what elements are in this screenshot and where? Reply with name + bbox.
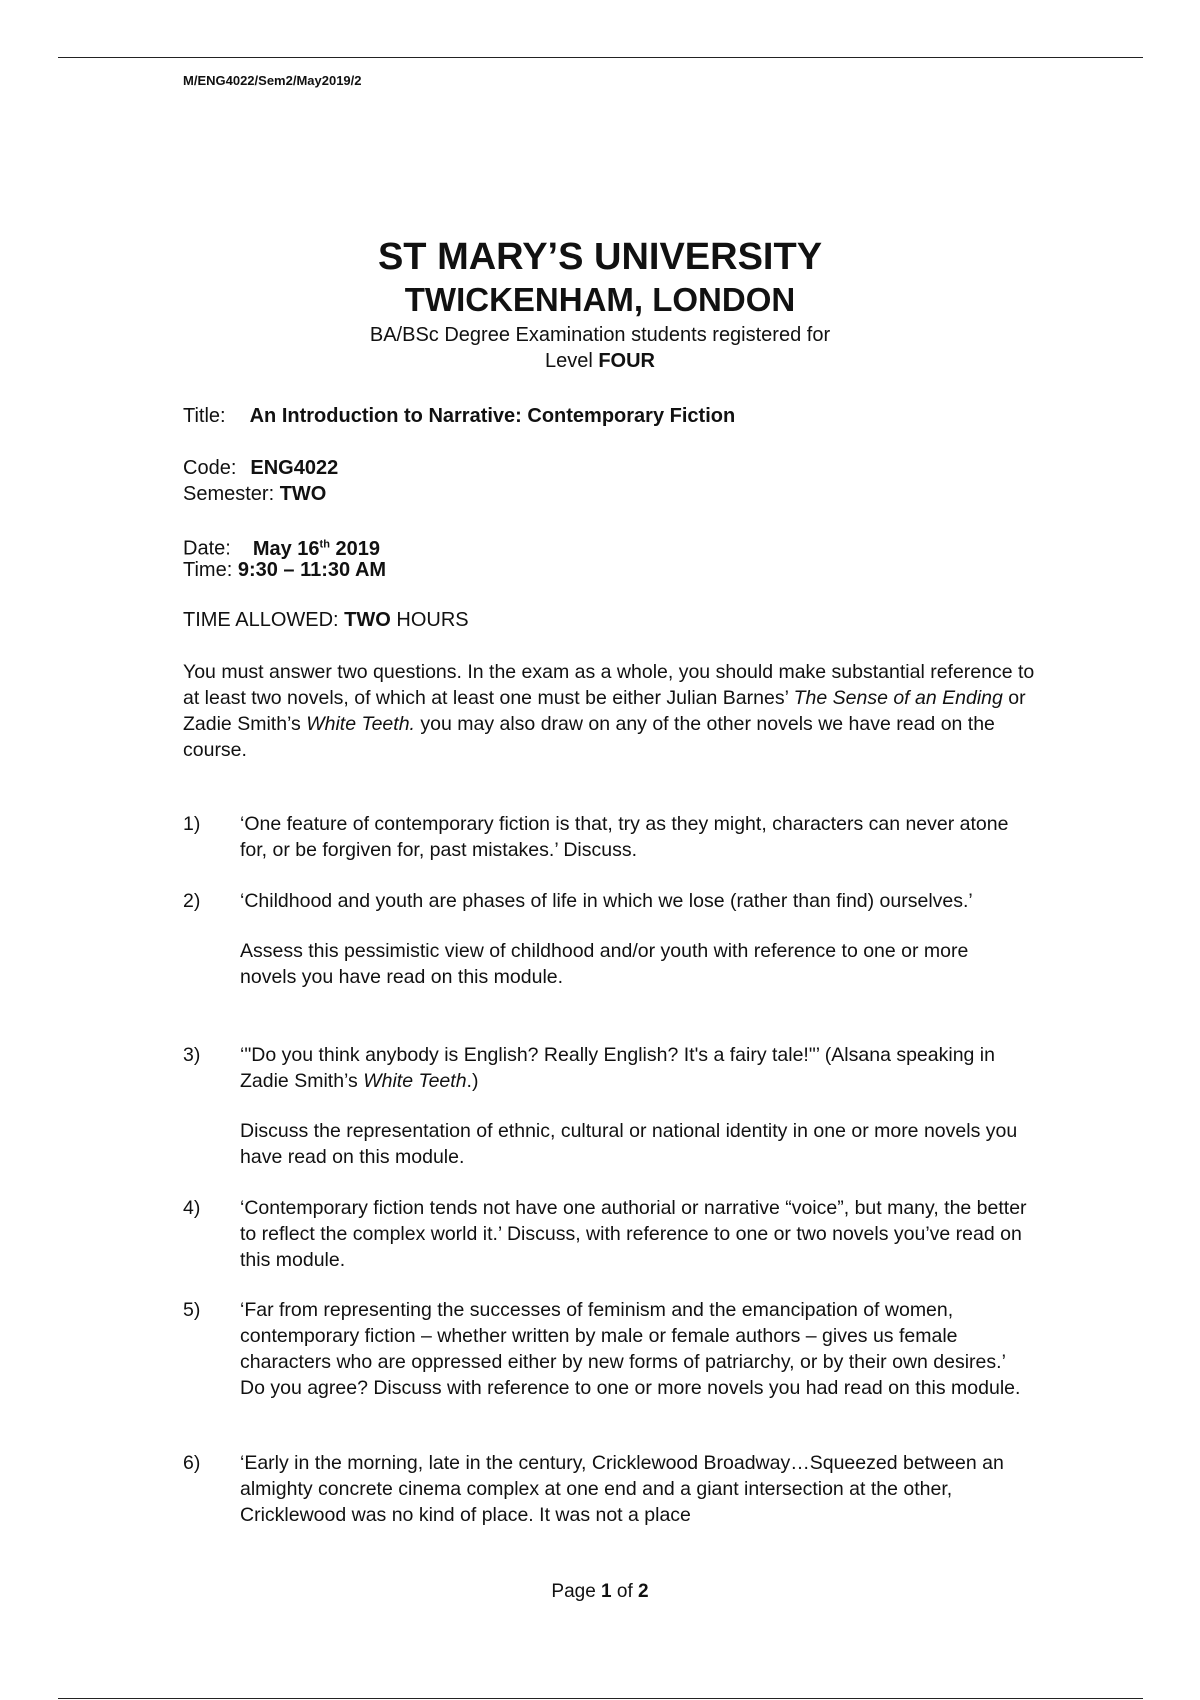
title-value: An Introduction to Narrative: Contemporary Fiction	[249, 405, 736, 427]
time-allowed-row: TIME ALLOWED: TWO HOURS	[183, 609, 469, 631]
degree-line: BA/BSc Degree Examination students registered for	[369, 324, 831, 346]
level-line	[0, 349, 1200, 373]
question-4	[183, 1195, 1083, 1273]
code-value: ENG4022	[250, 457, 339, 479]
question-1	[183, 811, 1083, 863]
question-text: ‘"Do you think anybody is English? Really English? It's a fairy tale!"’ (Alsana speaking in Zadie Smith’s White Teeth.)	[240, 1044, 995, 1092]
time-value: 9:30 – 11:30 AM	[237, 559, 387, 581]
time-allowed-value: TWO	[344, 609, 391, 631]
question-text: Assess this pessimistic view of childhood and/or youth with reference to one or more novels you have read on this module.	[240, 940, 969, 988]
question-number: 3)	[183, 1044, 201, 1066]
time-label: Time:	[183, 559, 238, 581]
time-row	[183, 557, 386, 583]
question-text: ‘Early in the morning, late in the century, Cricklewood Broadway…Squeezed between an almighty concrete cinema complex at one end and a giant intersection at the other, Cricklewood was no kind of place. It was not a place	[240, 1452, 1004, 1526]
book-title: White Teeth.	[306, 713, 415, 735]
question-6	[183, 1450, 1083, 1528]
question-text: ‘One feature of contemporary fiction is that, try as they might, characters can never atone for, or be forgiven for, past mistakes.’ Discuss.	[240, 813, 1009, 861]
instructions: You must answer two questions. In the exam as a whole, you should make substantial reference to at least two novels, of which at least one must be either Julian Barnes’ The Sense of an Ending or Zadie Smith’s White Teeth. you may also draw on any of the other novels we have read on the course.	[183, 661, 1035, 761]
question-number: 4)	[183, 1197, 201, 1219]
university-name: ST MARY’S UNIVERSITY	[377, 236, 823, 278]
question-text: ‘Contemporary fiction tends not have one authorial or narrative “voice”, but many, the better to reflect the complex world it.’ Discuss, with reference to one or two novels you’ve read on this module.	[240, 1197, 1027, 1271]
semester-row	[183, 481, 326, 507]
bottom-rule	[58, 1698, 1143, 1699]
level-value: FOUR	[598, 350, 656, 372]
question-text: ‘Far from representing the successes of feminism and the emancipation of women, contemporary fiction – whether written by male or female authors – gives us female characters who are oppressed either by new forms of patriarchy, or by their own desires.’ Do you agree? Discuss with reference to one or more novels you had read on this module.	[240, 1299, 1021, 1399]
semester-label: Semester:	[183, 483, 280, 505]
question-number: 1)	[183, 813, 201, 835]
page-number: Page 1 of 2	[551, 1581, 649, 1602]
question-text: ‘Childhood and youth are phases of life in which we lose (rather than find) ourselves.’	[240, 890, 973, 912]
title-row	[183, 403, 735, 429]
question-2	[183, 888, 1083, 990]
question-3	[183, 1042, 1083, 1170]
date-label: Date:	[183, 537, 231, 560]
question-5	[183, 1297, 1083, 1401]
document-reference: M/ENG4022/Sem2/May2019/2	[183, 73, 362, 88]
semester-value: TWO	[279, 483, 327, 505]
title-label: Title:	[183, 405, 226, 427]
code-row	[183, 455, 338, 481]
question-number: 5)	[183, 1299, 201, 1321]
question-number: 6)	[183, 1452, 201, 1474]
top-rule	[58, 57, 1143, 58]
university-location: TWICKENHAM, LONDON	[404, 281, 796, 318]
date-value: May 16th 2019	[252, 537, 380, 560]
question-number: 2)	[183, 890, 201, 912]
level-label: Level	[544, 350, 599, 372]
code-label: Code:	[183, 457, 237, 479]
question-text: Discuss the representation of ethnic, cultural or national identity in one or more novels you have read on this module.	[240, 1120, 1018, 1168]
book-title: The Sense of an Ending	[793, 687, 1003, 709]
